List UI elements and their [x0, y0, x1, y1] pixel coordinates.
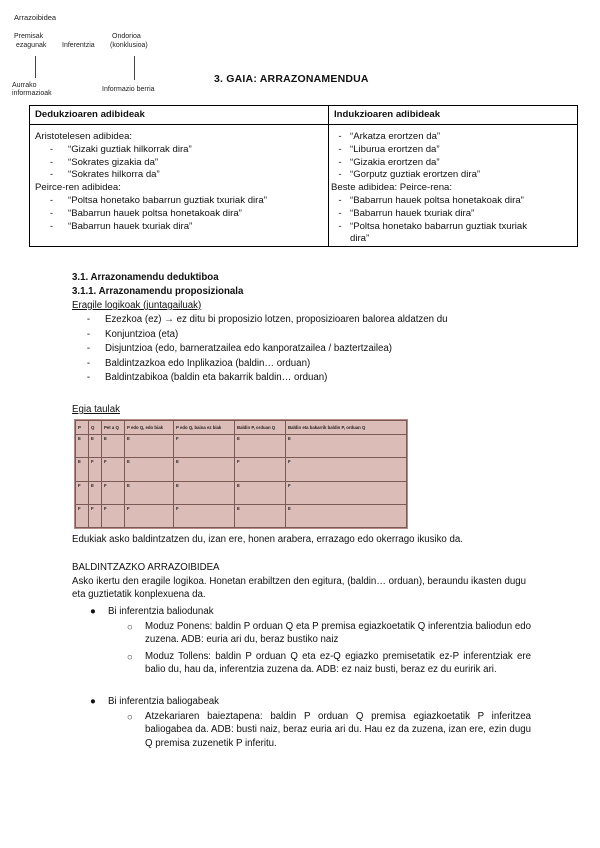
truth-table — [74, 419, 408, 529]
conclusion-connector — [134, 56, 135, 80]
peirce-label: Peirce-ren adibidea: — [35, 182, 121, 194]
list-item: - Baldintzabikoa (baldin eta bakarrik baldin… orduan) — [86, 372, 328, 383]
valid-item-tollens: Moduz Tollens: baldin P orduan Q eta ez-Q egiazko premisetatik ez-P inferentziak ere balio du, hau da, inferentzia zuzena da. ADB: ez naiz busti, beraz ez du euririk ari. — [145, 651, 531, 676]
list-item: - “Poltsa honetako babarrun guztiak txuriak dira” — [338, 220, 528, 245]
prior-info-label: Aurrako informazioak — [12, 82, 52, 97]
valid-heading: Bi inferentzia baliodunak — [108, 606, 214, 617]
list-item: - “Liburua erortzen da” — [338, 143, 440, 155]
list-item: - Ezezkoa (ez) → ez ditu bi proposizio lotzen, proposizioaren balorea aldatzen du — [86, 314, 448, 325]
premise-label: Premisak — [14, 33, 44, 40]
list-item: - “Babarrun hauek txuriak dira” — [338, 207, 475, 219]
table-row: E F F E E F F — [76, 458, 407, 481]
new-info-label: Informazio berria — [102, 86, 155, 93]
conclusion-sub: (konklusioa) — [110, 42, 148, 49]
list-item: - “Gizaki guztiak hilkorrak dira” — [49, 143, 192, 155]
aristotle-label: Aristotelesen adibidea: — [35, 131, 133, 142]
list-item: - “Gorputz guztiak erortzen dira” — [338, 169, 481, 181]
truth-table-header: Baldin eta bakarrik baldin P, orduan Q — [286, 421, 407, 435]
inference-label: Inferentzia — [62, 42, 95, 49]
circle-bullet-icon: ○ — [127, 712, 133, 723]
truth-table-header: P — [76, 421, 89, 435]
bullet-icon: ● — [90, 696, 96, 707]
list-item: - “Arkatza erortzen da” — [338, 131, 441, 142]
list-item: - “Sokrates hilkorra da” — [49, 169, 160, 181]
comparison-table — [29, 105, 578, 247]
truth-table-header: P edo Q, baina ez biak — [174, 421, 235, 435]
operators-heading: Eragile logikoak (juntagailuak) — [72, 300, 202, 311]
section-propositional: 3.1.1. Arrazonamendu proposizionala — [72, 286, 244, 297]
table-row: F E F E E E F — [76, 481, 407, 504]
page-title: 3. GAIA: ARRAZONAMENDUA — [214, 73, 369, 85]
list-item: - “Poltsa honetako babarrun guztiak txuriak dira” — [49, 194, 267, 206]
list-item: - Disjuntzioa (edo, barneratzailea edo kanporatzailea / baztertzailea) — [86, 343, 393, 354]
circle-bullet-icon: ○ — [127, 652, 133, 663]
valid-item-ponens: Moduz Ponens: baldin P orduan Q eta P premisa egiazkoetatik Q inferentzia baliodun edo zuzena. ADB: euria ari du, beraz bustiko naiz — [145, 621, 531, 646]
conclusion-label: Ondorioa — [112, 33, 141, 40]
deduction-header: Dedukzioaren adibideak — [30, 106, 329, 125]
circle-bullet-icon: ○ — [127, 622, 133, 633]
diagram-heading: Arrazoibidea — [14, 13, 57, 22]
deduction-cell — [30, 125, 329, 247]
section-deductive: 3.1. Arrazonamendu deduktiboa — [72, 272, 219, 283]
truth-table-header: Baldin P, orduan Q — [235, 421, 286, 435]
truth-table-header: Q — [89, 421, 102, 435]
list-item: - “Babarrun hauek poltsa honetakoak dira” — [49, 207, 242, 219]
operators-list — [72, 313, 448, 386]
list-item: - Konjuntzioa (eta) — [86, 328, 179, 340]
table-row: F F F F F E E — [76, 504, 407, 527]
list-item: - Baldintzazkoa edo Inplikazioa (baldin… orduan) — [86, 357, 311, 369]
premise-sub: ezagunak — [16, 42, 47, 49]
bullet-icon: ● — [90, 606, 96, 617]
list-item: - “Sokrates gizakia da” — [49, 156, 159, 168]
list-item: - “Gizakia erortzen da” — [338, 156, 440, 168]
conditional-heading: BALDINTZAZKO ARRAZOIBIDEA — [72, 562, 220, 573]
truth-table-header: Pet a Q — [102, 421, 125, 435]
conditional-intro: Asko ikertu den eragile logikoa. Honetan erabiltzen den egitura, (baldin… orduan), beraundu ikasten dugu eta guztietatik konplexuena da. — [72, 576, 526, 601]
induction-cell — [329, 125, 578, 247]
after-table-text: Edukiak asko baldintzatzen du, izan ere, honen arabera, errazago edo okerrago ikusiko da. — [72, 534, 463, 545]
truth-table-header: P edo Q, edo biak — [125, 421, 174, 435]
table-row: E E E E F E E — [76, 435, 407, 458]
list-item: - “Babarrun hauek txuriak dira” — [49, 220, 193, 232]
invalid-item-antecedent: Atzekariaren baieztapena: baldin P orduan Q premisa egiazkoetatik P inferitzea baliogabea da. ADB: busti naiz, beraz euria ari du. Hau ez da zuzena, izan ere, ezin dugu Q premisa zuzenetik P inferitu. — [145, 711, 531, 749]
truth-tables-heading: Egia taulak — [72, 404, 120, 415]
invalid-heading: Bi inferentzia baliogabeak — [108, 696, 219, 707]
induction-header: Indukzioaren adibideak — [329, 106, 578, 125]
list-item: - “Babarrun hauek poltsa honetakoak dira” — [338, 194, 524, 206]
other-example-label: Beste adibidea: Peirce-rena: — [331, 182, 453, 194]
premise-connector — [35, 56, 36, 78]
